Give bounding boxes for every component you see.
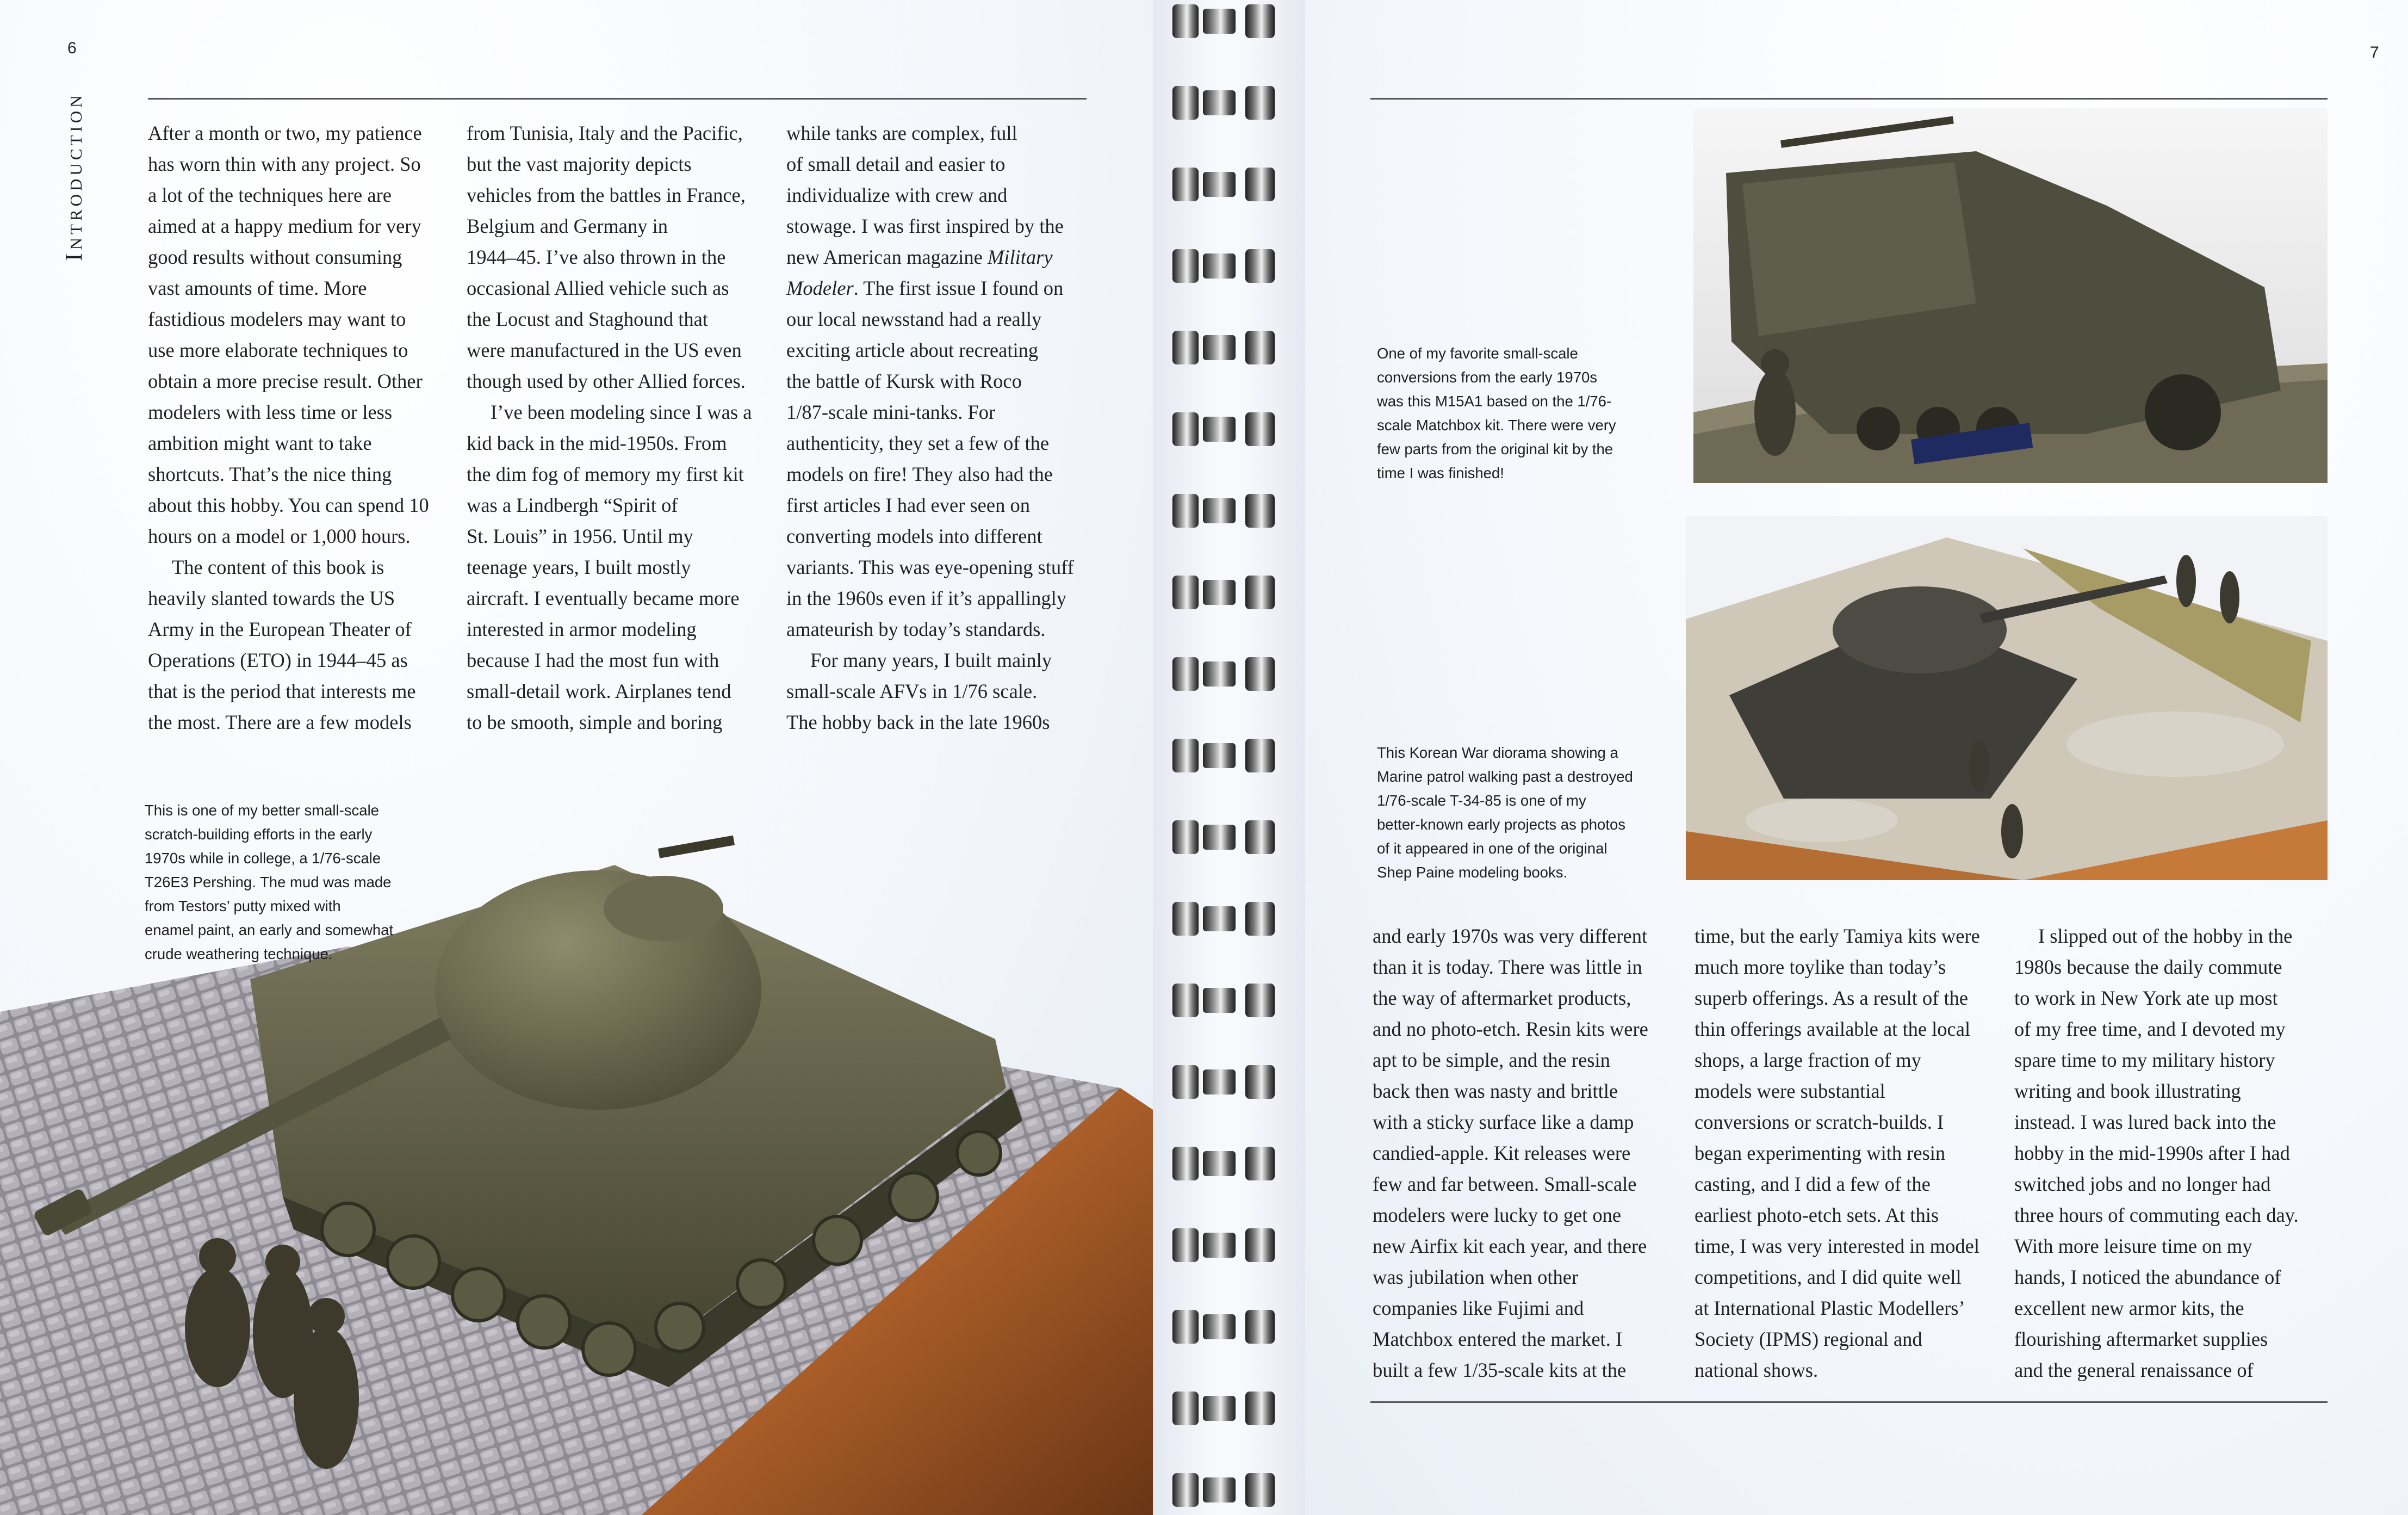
text-column-4: and early 1970s was very different than it is today. There was little in the way of aftermarket products, and no photo-etch. Resin kits were apt to be simple, and the resin back then was nasty and brittle with a sticky surface like a damp candied-apple. Kit releases were few and far between. Small-scale modelers were lucky to get one new Airfix kit each year, and there was jubilation when other companies like Fujimi and Matchbox entered the market. I built a few 1/35-scale kits at the xyxy=(1373,925,1648,1381)
left-page xyxy=(0,0,1153,1515)
text-column-2: from Tunisia, Italy and the Pacific, but the vast majority depicts vehicles from the battles in France, Belgium and Germany in 1944–45. I’ve also thrown in the occasional Allied vehicle such as the Locust and Staghound that were manufactured in the US even though used by other Allied forces. I’ve been modeling since I was a kid back in the mid-1950s. From the dim fog of memory my first kit was a Lindbergh “Spirit of St. Louis” in 1956. Until my teenage years, I built mostly aircraft. I eventually became more interested in armor modeling because I had the most fun with small-detail work. Airplanes tend to be smooth, simple and boring xyxy=(467,122,752,733)
text-column-3: while tanks are complex, full of small detail and easier to individualize with crew and stowage. I was first inspired by the new American magazine Military Modeler. The first issue I found on our local newsstand had a really exciting article about recreating the battle of Kursk with Roco 1/87-scale mini-tanks. For authenticity, they set a few of the models on fire! They also had the first articles I had ever seen on converting models into different variants. This was eye-opening stuff in the 1960s even if it’s appallingly amateurish by today’s standards. For many years, I built mainly small-scale AFVs in 1/76 scale. The hobby back in the late 1960s xyxy=(786,122,1074,733)
caption-m15a1: One of my favorite small-scale conversions from the early 1970s was this M15A1 based on the 1/76- scale Matchbox kit. There were very few parts from the original kit by the time I was finished! xyxy=(1377,345,1616,481)
magazine-title-part1: Military xyxy=(987,246,1053,268)
m15a1-halftrack-photo xyxy=(1693,108,2328,483)
bottom-rule-right xyxy=(1370,1401,2328,1403)
right-page xyxy=(1305,0,2408,1515)
caption-korean-war: This Korean War diorama showing a Marine patrol walking past a destroyed 1/76-scale T-34-85 is one of my better-known early projects as photos of it appeared in one of the original Shep Paine modeling books. xyxy=(1377,744,1633,881)
text-column-6: I slipped out of the hobby in the 1980s because the daily commute to work in New York ate up most of my free time, and I devoted my spare time to my military history writing and book illustrating instead. I was lured back into the hobby in the mid-1990s after I had switched jobs and no longer had three hours of commuting each day. With more leisure time on my hands, I noticed the abundance of excellent new armor kits, the flourishing aftermarket supplies and the general renaissance of xyxy=(2014,925,2299,1381)
magazine-title-part2: Modeler xyxy=(786,277,854,299)
top-rule-right xyxy=(1370,98,2328,100)
page-number-right: 7 xyxy=(2370,44,2379,61)
text-column-5: time, but the early Tamiya kits were much more toylike than today’s superb offerings. As a result of the thin offerings available at the local shops, a large fraction of my models were substantial conversions or scratch-builds. I began experimenting with resin casting, and I did a few of the earliest photo-etch sets. At this time, I was very interested in model competitions, and I did quite well at International Plastic Modellers’ Society (IPMS) regional and national shows. xyxy=(1695,925,1980,1381)
text-column-1: After a month or two, my patience has worn thin with any project. So a lot of the techniques here are aimed at a happy medium for very good results without consuming vast amounts of time. More fastidious modelers may want to use more elaborate techniques to obtain a more precise result. Other modelers with less time or less ambition might want to take shortcuts. That’s the nice thing about this hobby. You can spend 10 hours on a model or 1,000 hours. The content of this book is heavily slanted towards the US Army in the European Theater of Operations (ETO) in 1944–45 as that is the period that interests me the most. There are a few models xyxy=(148,122,429,733)
korean-war-diorama-photo xyxy=(1686,516,2328,880)
spiral-binding xyxy=(1153,0,1305,1515)
top-rule-left xyxy=(148,98,1087,100)
page-number-left: 6 xyxy=(67,39,77,57)
running-head: Introduction xyxy=(60,92,87,261)
caption-pershing: This is one of my better small-scale scratch-building efforts in the early 1970s while in college, a 1/76-scale T26E3 Pershing. The mud was made from Testors’ putty mixed with enamel paint, an early and somewhat crude weathering technique. xyxy=(145,802,394,962)
